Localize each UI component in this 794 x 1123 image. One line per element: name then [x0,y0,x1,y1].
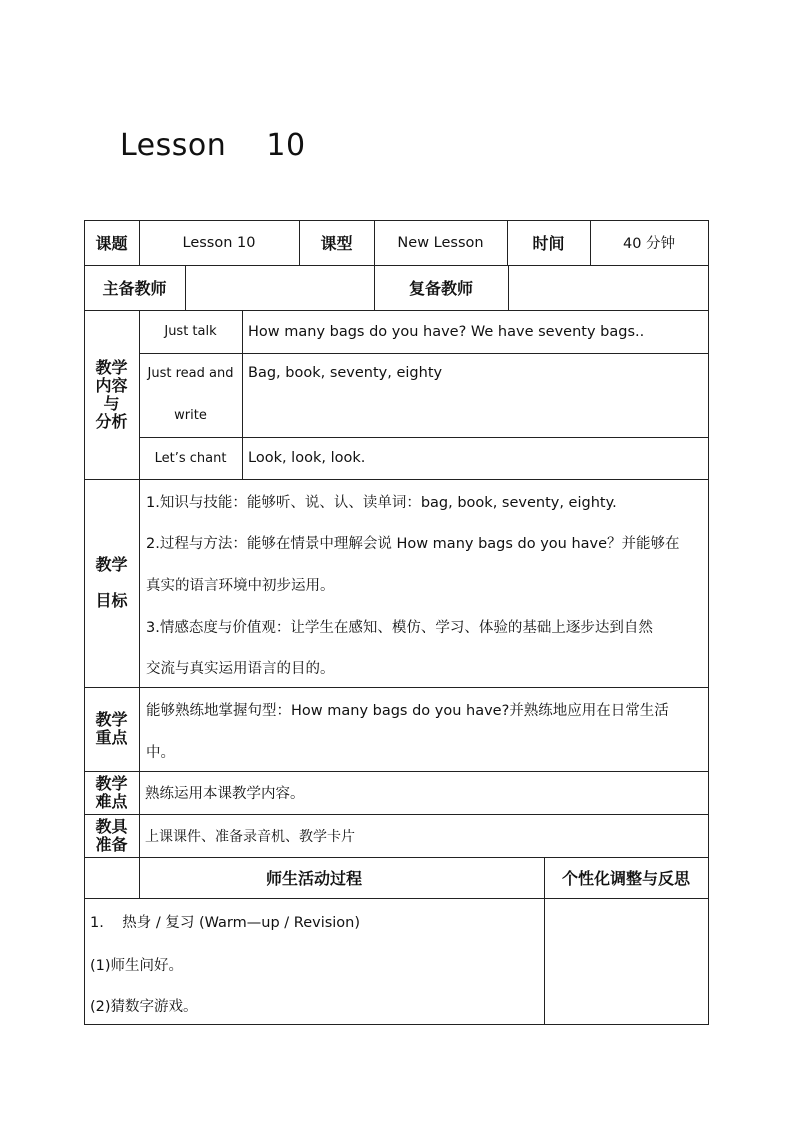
content-item-label [139,353,242,437]
content-label-line: 教学 [95,357,128,377]
topic-label: 课题 [95,234,128,253]
process-line: (1)师生问好。 [90,958,184,974]
goal-line: 真实的语言环境中初步运用。 [146,578,335,594]
page-title: Lesson 10 [120,128,306,163]
topic-value: Lesson 10 [182,234,256,251]
main-teacher-value [185,265,374,310]
content-item-label: Let’s chant [154,450,227,466]
key-point-line: 能够熟练地掌握句型：How many bags do you have?并熟练地应用在日常生活 [146,703,669,719]
key-points-label [84,687,139,771]
content-label-line: 分析 [95,411,128,431]
key-point-line: 中。 [146,745,175,761]
type-label: 课型 [320,234,353,253]
difficulties-label-line: 教学 [95,773,128,793]
difficulties-label [84,771,139,814]
goal-line: 2.过程与方法：能够在情景中理解会说 How many bags do you have？并能够在 [146,536,680,552]
goal-line: 1.知识与技能：能够听、说、认、读单词：bag, book, seventy, eighty. [146,495,617,511]
content-label-line: 内容 [95,375,128,395]
process-line: (2)猜数字游戏。 [90,999,198,1015]
content-item-label-line: write [174,408,207,423]
content-label-line: 与 [103,393,120,413]
content-item-value: How many bags do you have? We have seventy bags.. [248,323,645,340]
content-label [84,310,139,479]
co-teacher-value [508,265,708,310]
materials-label-line: 准备 [95,834,128,854]
goals-label-line: 目标 [95,591,128,610]
key-points-label-line: 教学 [95,710,128,729]
difficulties-label-line: 难点 [95,791,128,811]
time-label: 时间 [532,234,565,253]
process-line: 1. 热身 / 复习 (Warm—up / Revision) [90,915,361,931]
difficulties-text: 熟练运用本课教学内容。 [145,786,305,802]
lesson-plan-table [84,220,709,1025]
co-teacher-label: 复备教师 [408,279,473,298]
goals-label [84,479,139,687]
process-header: 师生活动过程 [265,869,362,888]
reflection-cell [544,898,708,1024]
type-value: New Lesson [397,234,484,251]
content-item-value: Bag, book, seventy, eighty [248,365,443,381]
content-item-label: Just talk [164,324,217,339]
materials-text: 上课课件、准备录音机、教学卡片 [145,828,355,845]
materials-label-line: 教具 [95,816,128,836]
content-item-value: Look, look, look. [248,450,366,466]
reflection-header: 个性化调整与反思 [561,869,690,888]
key-points-label-line: 重点 [95,728,128,747]
goal-line: 3.情感态度与价值观：让学生在感知、模仿、学习、体验的基础上逐步达到自然 [146,620,653,636]
content-item-label-line: Just read and [147,366,234,381]
goal-line: 交流与真实运用语言的目的。 [146,661,335,677]
time-value: 40 分钟 [622,236,676,252]
goals-label-line: 教学 [95,555,128,574]
materials-label [84,814,139,857]
main-teacher-label: 主备教师 [102,279,167,298]
